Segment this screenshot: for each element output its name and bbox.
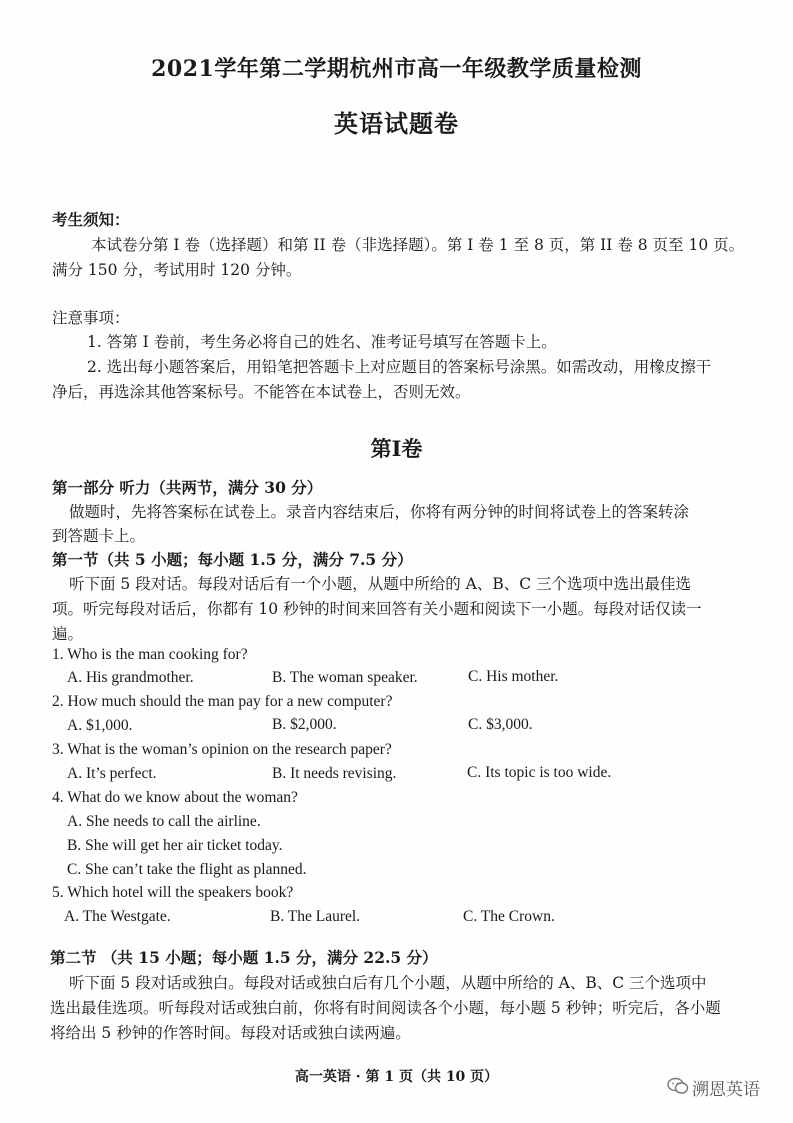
question-2-option-a: A. $1,000. [67,717,133,734]
question-4-option-a: A. She needs to call the airline. [67,813,261,830]
wechat-icon [667,1077,689,1095]
attention-item-2a: 2. 选出每小题答案后，用铅笔把答题卡上对应题目的答案标号涂黑。如需改动，用橡皮擦干 [87,358,712,376]
question-3: 3. What is the woman’s opinion on the research paper? [52,741,392,758]
question-2-option-b: B. $2,000. [272,716,337,733]
notice-heading: 考生须知： [52,210,130,229]
question-1: 1. Who is the man cooking for? [52,646,248,663]
question-3-option-c: C. Its topic is too wide. [467,764,612,781]
section2-desc-a: 听下面 5 段对话或独白。每段对话或独白后有几个小题，从题中所给的 A、B、C 三个选项中 [69,974,707,992]
question-4: 4. What do we know about the woman? [52,789,298,806]
question-5-option-b: B. The Laurel. [270,908,361,925]
exam-subtitle: 英语试题卷 [334,109,459,138]
question-5-option-c: C. The Crown. [463,908,555,925]
question-4-option-b: B. She will get her air ticket today. [67,837,283,854]
part1-heading: 第一部分 听力（共两节，满分 30 分） [52,478,323,497]
part1-desc-b: 到答题卡上。 [52,527,146,545]
question-4-option-c: C. She can’t take the flight as planned. [67,861,307,878]
question-2: 2. How much should the man pay for a new computer? [52,693,393,710]
part1-desc-a: 做题时，先将答案标在试卷上。录音内容结束后，你将有两分钟的时间将试卷上的答案转涂 [69,503,690,521]
question-3-option-a: A. It’s perfect. [67,765,157,782]
watermark-text: 溯恩英语 [692,1080,760,1100]
question-2-option-c: C. $3,000. [468,716,533,733]
attention-item-1: 1. 答第 I 卷前，考生务必将自己的姓名、准考证号填写在答题卡上。 [87,333,557,351]
question-5-option-a: A. The Westgate. [64,908,171,925]
volume-title: 第I卷 [370,436,423,461]
question-1-option-b: B. The woman speaker. [272,669,418,686]
question-1-option-c: C. His mother. [468,668,559,685]
question-1-option-a: A. His grandmother. [67,669,194,686]
question-3-option-b: B. It needs revising. [272,765,397,782]
page-footer: 高一英语 · 第 1 页（共 10 页） [294,1069,499,1085]
section1-desc-a: 听下面 5 段对话。每段对话后有一个小题，从题中所给的 A、B、C 三个选项中选出最佳选 [69,575,692,593]
attention-item-2b: 净后，再选涂其他答案标号。不能答在本试卷上，否则无效。 [52,383,471,401]
notice-line-1: 本试卷分第 I 卷（选择题）和第 II 卷（非选择题）。第 I 卷 1 至 8 页，第 II 卷 8 页至 10 页。 [91,236,745,254]
section1-heading: 第一节（共 5 小题；每小题 1.5 分，满分 7.5 分） [52,550,413,569]
notice-line-2: 满分 150 分，考试用时 120 分钟。 [52,261,302,279]
section2-desc-b: 选出最佳选项。听每段对话或独白前，你将有时间阅读各个小题，每小题 5 秒钟；听完后，各小题 [50,999,721,1017]
attention-heading: 注意事项： [52,309,130,327]
section1-desc-c: 遍。 [52,625,84,643]
section2-desc-c: 将给出 5 秒钟的作答时间。每段对话或独白读两遍。 [50,1024,411,1042]
section2-heading: 第二节 （共 15 小题；每小题 1.5 分，满分 22.5 分） [50,948,438,967]
exam-title: 2021学年第二学期杭州市高一年级教学质量检测 [151,56,642,82]
question-5: 5. Which hotel will the speakers book? [52,884,294,901]
section1-desc-b: 项。听完每段对话后，你都有 10 秒钟的时间来回答有关小题和阅读下一小题。每段对话仅读一 [52,600,702,618]
